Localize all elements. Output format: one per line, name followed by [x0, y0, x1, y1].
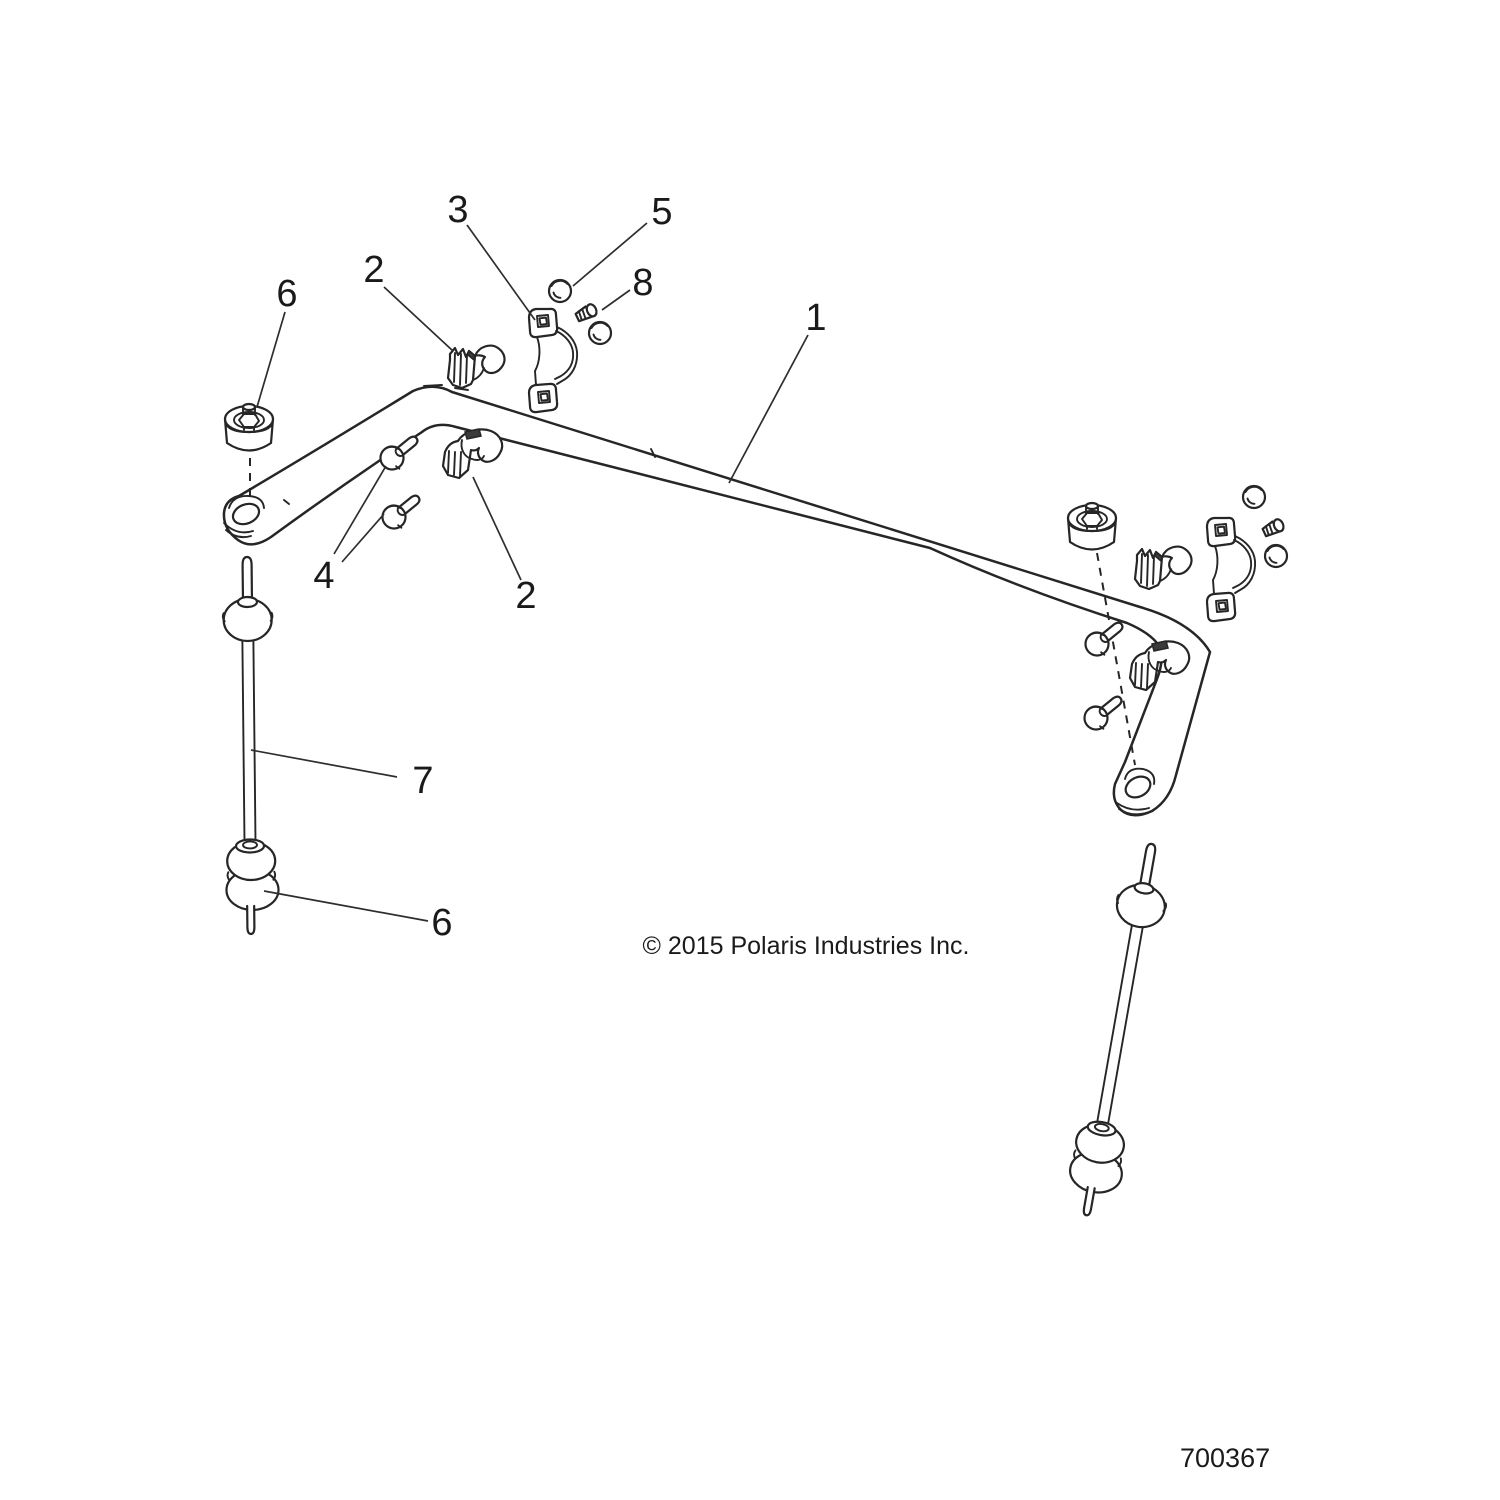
clamp-upper-left — [448, 346, 505, 388]
leader-2-mid — [473, 477, 521, 580]
leader-6-top — [257, 312, 285, 407]
callout-1: 1 — [805, 297, 827, 339]
set-screw-left — [574, 303, 598, 323]
leader-7 — [251, 750, 397, 777]
button-screw-right-bottom — [1265, 545, 1287, 567]
bracket-right — [1207, 518, 1255, 621]
link-rod-right — [1062, 840, 1179, 1220]
centerline-right — [1097, 553, 1135, 765]
button-screw-left-top — [549, 280, 571, 302]
clamp-upper-right — [1135, 547, 1192, 589]
clamp-lower-left — [443, 429, 502, 478]
callout-3: 3 — [447, 189, 469, 231]
callout-6-bottom: 6 — [431, 902, 453, 944]
leader-1 — [729, 335, 808, 483]
diagram-number: 700367 — [1180, 1443, 1271, 1473]
callout-7: 7 — [412, 760, 434, 802]
leader-2-top — [384, 287, 453, 351]
stabilizer-bar — [224, 385, 1210, 815]
leader-8 — [602, 290, 630, 310]
callout-2-mid: 2 — [515, 575, 537, 617]
bushing-top-right — [1068, 503, 1116, 550]
leader-6-bottom — [264, 891, 428, 921]
link-rod-left — [222, 557, 279, 935]
callout-labels — [276, 189, 826, 944]
bushing-top-left — [225, 404, 273, 451]
set-screw-right — [1261, 518, 1285, 538]
callout-4: 4 — [313, 555, 335, 597]
leader-3 — [467, 225, 535, 320]
button-screw-left-bottom — [589, 322, 611, 344]
callout-6-top: 6 — [276, 273, 298, 315]
bracket-left — [529, 309, 577, 412]
copyright-text: © 2015 Polaris Industries Inc. — [642, 932, 970, 960]
button-screw-right-top — [1243, 486, 1265, 508]
bolt-left-bottom — [378, 488, 427, 534]
callout-2-top: 2 — [363, 249, 385, 291]
callout-8: 8 — [632, 262, 654, 304]
bolt-right-bottom — [1080, 689, 1129, 735]
callout-5: 5 — [651, 191, 673, 233]
